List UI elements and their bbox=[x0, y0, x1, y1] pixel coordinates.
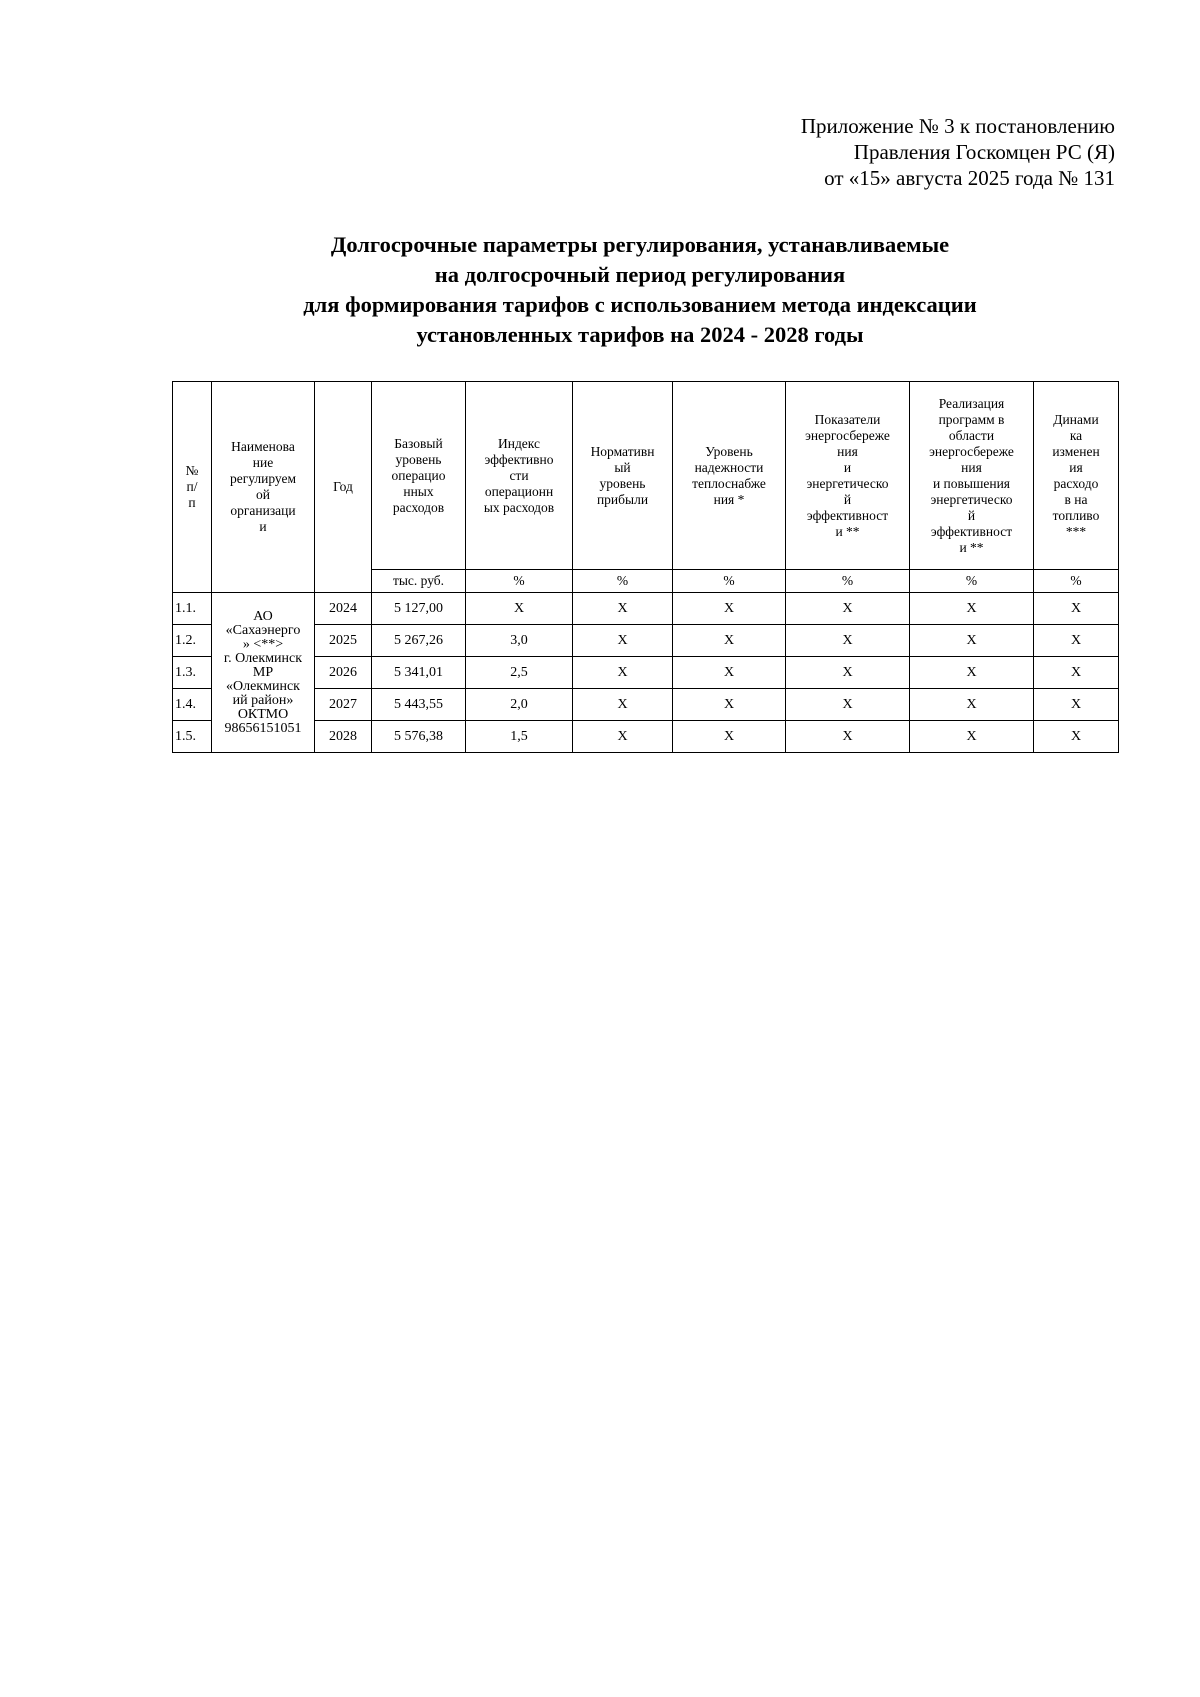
cell-index: 1,5 bbox=[466, 721, 573, 753]
parameters-table bbox=[172, 381, 1119, 753]
cell-fuel: X bbox=[1034, 689, 1119, 721]
cell-profit: X bbox=[573, 689, 673, 721]
title-line-2: на долгосрочный период регулирования bbox=[434, 262, 846, 287]
cell-index: X bbox=[466, 593, 573, 625]
header-fuel-dynamics: Динами ка изменен ия расходо в на топливо *** bbox=[1034, 382, 1119, 570]
cell-energy-indicators: X bbox=[786, 625, 910, 657]
cell-profit: X bbox=[573, 721, 673, 753]
table-row bbox=[173, 689, 1119, 721]
cell-programs: X bbox=[910, 721, 1034, 753]
cell-index: 2,5 bbox=[466, 657, 573, 689]
row-year: 2026 bbox=[315, 657, 372, 689]
header-reliability: Уровень надежности теплоснабже ния * bbox=[673, 382, 786, 570]
appendix-line-1: Приложение № 3 к постановлению bbox=[800, 114, 1115, 138]
row-year: 2024 bbox=[315, 593, 372, 625]
document-title bbox=[160, 230, 1120, 350]
unit-reliability: % bbox=[673, 570, 786, 593]
title-line-4: установленных тарифов на 2024 - 2028 годы bbox=[416, 322, 864, 347]
table-row bbox=[173, 625, 1119, 657]
cell-base: 5 576,38 bbox=[372, 721, 466, 753]
cell-fuel: X bbox=[1034, 625, 1119, 657]
cell-profit: X bbox=[573, 593, 673, 625]
cell-energy-indicators: X bbox=[786, 657, 910, 689]
unit-profit-level: % bbox=[573, 570, 673, 593]
header-energy-programs: Реализация программ в области энергосбереже ния и повышения энергетическо й эффективност и ** bbox=[910, 382, 1034, 570]
cell-base: 5 341,01 bbox=[372, 657, 466, 689]
row-year: 2025 bbox=[315, 625, 372, 657]
row-number: 1.5. bbox=[173, 721, 212, 753]
row-number: 1.3. bbox=[173, 657, 212, 689]
cell-programs: X bbox=[910, 593, 1034, 625]
cell-base: 5 443,55 bbox=[372, 689, 466, 721]
cell-programs: X bbox=[910, 625, 1034, 657]
appendix-line-3: от «15» августа 2025 года № 131 bbox=[824, 166, 1115, 190]
header-efficiency-index: Индекс эффективно сти операционн ых расходов bbox=[466, 382, 573, 570]
cell-reliability: X bbox=[673, 689, 786, 721]
cell-fuel: X bbox=[1034, 657, 1119, 689]
cell-energy-indicators: X bbox=[786, 721, 910, 753]
header-base-opex: Базовый уровень операцио нных расходов bbox=[372, 382, 466, 570]
cell-fuel: X bbox=[1034, 721, 1119, 753]
cell-energy-indicators: X bbox=[786, 689, 910, 721]
title-line-3: для формирования тарифов с использованием метода индексации bbox=[303, 292, 977, 317]
cell-base: 5 127,00 bbox=[372, 593, 466, 625]
cell-profit: X bbox=[573, 657, 673, 689]
cell-programs: X bbox=[910, 657, 1034, 689]
cell-reliability: X bbox=[673, 625, 786, 657]
cell-energy-indicators: X bbox=[786, 593, 910, 625]
row-number: 1.4. bbox=[173, 689, 212, 721]
row-year: 2028 bbox=[315, 721, 372, 753]
unit-energy-programs: % bbox=[910, 570, 1034, 593]
header-organization: Наименова ние регулируем ой организаци и bbox=[212, 382, 315, 593]
header-year: Год bbox=[315, 382, 372, 593]
cell-fuel: X bbox=[1034, 593, 1119, 625]
unit-energy-indicators: % bbox=[786, 570, 910, 593]
cell-base: 5 267,26 bbox=[372, 625, 466, 657]
table-row bbox=[173, 593, 1119, 625]
cell-index: 3,0 bbox=[466, 625, 573, 657]
cell-reliability: X bbox=[673, 657, 786, 689]
header-energy-indicators: Показатели энергосбереже ния и энергетическо й эффективност и ** bbox=[786, 382, 910, 570]
header-num: № п/ п bbox=[173, 382, 212, 593]
cell-index: 2,0 bbox=[466, 689, 573, 721]
row-number: 1.1. bbox=[173, 593, 212, 625]
unit-efficiency-index: % bbox=[466, 570, 573, 593]
unit-fuel-dynamics: % bbox=[1034, 570, 1119, 593]
title-line-1: Долгосрочные параметры регулирования, устанавливаемые bbox=[330, 232, 950, 257]
cell-programs: X bbox=[910, 689, 1034, 721]
header-row bbox=[173, 382, 1119, 570]
organization-name: АО «Сахаэнерго » <**> г. Олекминск МР «Олекминск ий район» ОКТМО 98656151051 bbox=[212, 593, 315, 753]
header-profit-level: Нормативн ый уровень прибыли bbox=[573, 382, 673, 570]
appendix-line-2: Правления Госкомцен РС (Я) bbox=[853, 140, 1115, 164]
unit-base-opex: тыс. руб. bbox=[372, 570, 466, 593]
cell-profit: X bbox=[573, 625, 673, 657]
table-row bbox=[173, 657, 1119, 689]
cell-reliability: X bbox=[673, 593, 786, 625]
appendix-reference bbox=[655, 113, 1115, 191]
table-row bbox=[173, 721, 1119, 753]
cell-reliability: X bbox=[673, 721, 786, 753]
row-year: 2027 bbox=[315, 689, 372, 721]
row-number: 1.2. bbox=[173, 625, 212, 657]
